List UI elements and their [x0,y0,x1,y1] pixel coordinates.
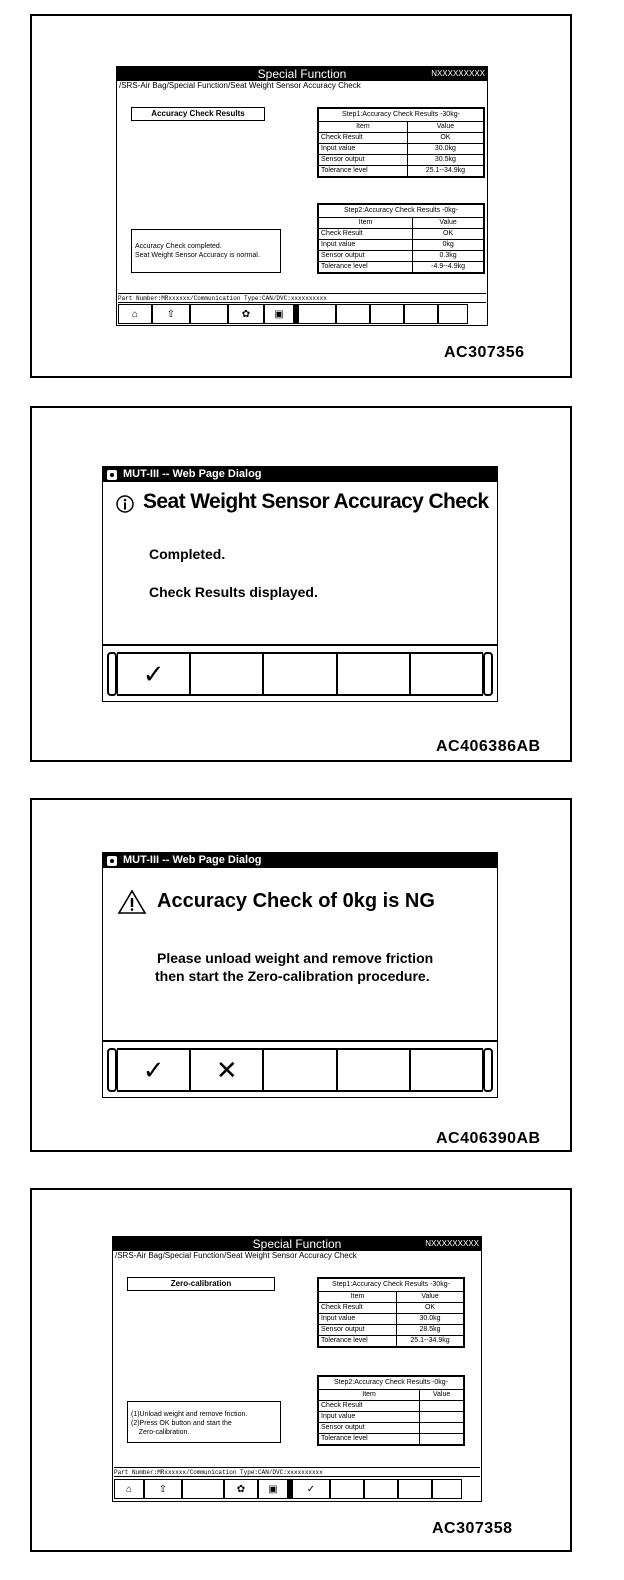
dialog-body [103,868,497,1042]
table-row [319,229,484,240]
back-icon: ⇧ [158,1483,168,1495]
blank-button[interactable] [298,304,336,324]
status-bar: Part Number:MRxxxxxx/Communication Type:CAN/DVC:xxxxxxxxxx [118,293,486,303]
screen-title-bar [117,67,487,81]
blank-button[interactable] [182,1479,224,1499]
section-label: Accuracy Check Results [131,107,265,121]
row-item: Input value [319,1412,420,1423]
row-item: Tolerance level [319,166,408,177]
table-row [319,1303,464,1314]
step1-results-table [317,107,485,178]
breadcrumb[interactable]: /SRS-Air Bag/Special Function/Seat Weight Sensor Accuracy Check [119,81,361,90]
section-label: Zero-calibration [127,1277,275,1291]
row-item: Check Result [319,229,413,240]
result-message [131,229,281,273]
dialog-title-bar [103,467,497,482]
table-row [319,1325,464,1336]
table-row [319,1434,464,1445]
blank-button[interactable] [190,652,263,696]
table-row [319,1401,464,1412]
dialog-title-bar [103,853,497,868]
row-value [420,1412,464,1423]
col-item: Item [319,1292,397,1303]
screen-title: Special Function [257,67,347,81]
ok-button[interactable] [292,1479,330,1499]
table-row [319,144,484,155]
row-item: Input value [319,1314,397,1325]
blank-button[interactable] [337,652,410,696]
function-button-bar [118,304,486,324]
info-icon [115,494,135,514]
check-icon: ✓ [306,1483,316,1495]
blank-button[interactable] [337,1048,410,1092]
step1-header: Step1:Accuracy Check Results -30kg- [319,109,484,122]
row-value: 28.5kg [397,1325,464,1336]
blank-button[interactable] [364,1479,398,1499]
function-button-bar [114,1479,480,1499]
dialog-button-bar [103,646,497,702]
row-item: Check Result [319,1303,397,1314]
settings-button[interactable] [224,1479,258,1499]
col-item: Item [319,122,408,133]
web-page-dialog [102,852,498,1098]
row-value: -4.9--4.9kg [413,262,484,273]
button-bar-edge [483,1048,493,1092]
screen-title-bar [113,1237,481,1251]
table-row [319,1314,464,1325]
gear-icon: ✿ [241,308,251,320]
dialog-heading: Accuracy Check of 0kg is NG [157,890,435,912]
row-item: Sensor output [319,155,408,166]
blank-button[interactable] [398,1479,432,1499]
special-function-screen [116,66,488,326]
row-item: Sensor output [319,251,413,262]
col-value: Value [413,218,484,229]
row-item: Tolerance level [319,1336,397,1347]
blank-button[interactable] [438,304,468,324]
home-button[interactable] [118,304,152,324]
message-line: Zero-calibration. [131,1429,190,1436]
back-button[interactable] [144,1479,182,1499]
dialog-title: MUT-III -- Web Page Dialog [123,854,262,866]
step1-results-table [317,1277,465,1348]
blank-button[interactable] [263,652,336,696]
row-item: Sensor output [319,1423,420,1434]
blank-button[interactable] [410,652,483,696]
table-row [319,1423,464,1434]
row-item: Input value [319,144,408,155]
window-icon [107,470,117,480]
blank-button[interactable] [404,304,438,324]
figure-frame-4 [30,1188,572,1552]
dialog-line: Completed. [149,546,226,562]
row-item: Tolerance level [319,1434,420,1445]
dialog-heading: Seat Weight Sensor Accuracy Check [143,490,489,513]
col-item: Item [319,218,413,229]
row-value: 0.3kg [413,251,484,262]
row-value: 25.1--34.9kg [397,1336,464,1347]
home-icon: ⌂ [131,308,139,320]
blank-button[interactable] [336,304,370,324]
web-page-dialog [102,466,498,702]
print-icon: ▣ [268,1483,278,1495]
check-icon: ✓ [142,1054,165,1085]
row-value: OK [397,1303,464,1314]
message-line: (2)Press OK button and start the [131,1420,232,1427]
figure-label: AC406386AB [436,738,541,755]
back-icon: ⇧ [166,308,176,320]
dialog-line: Please unload weight and remove friction [157,950,434,966]
step2-results-table [317,1375,465,1446]
message-line: (1)Unload weight and remove friction. [131,1411,248,1418]
table-row [319,240,484,251]
blank-button[interactable] [370,304,404,324]
ok-button[interactable] [117,1048,190,1092]
figure-label: AC307358 [432,1520,513,1537]
blank-button[interactable] [330,1479,364,1499]
button-bar-edge [107,1048,117,1092]
table-row [319,1336,464,1347]
row-value: 30.0kg [407,144,483,155]
back-button[interactable] [152,304,190,324]
table-row [319,155,484,166]
screen-title: Special Function [252,1237,342,1251]
row-value: OK [413,229,484,240]
check-icon: ✓ [142,658,165,689]
row-value: 30.5kg [407,155,483,166]
table-row [319,1412,464,1423]
row-value [420,1434,464,1445]
blank-button[interactable] [432,1479,462,1499]
table-row [319,251,484,262]
figure-frame-1 [30,14,572,378]
button-bar-edge [483,652,493,696]
row-item: Check Result [319,133,408,144]
screen-id: NXXXXXXXXX [425,1239,479,1248]
step2-results-table [317,203,485,274]
row-item: Input value [319,240,413,251]
col-value: Value [397,1292,464,1303]
figure-label: AC307356 [444,344,525,361]
settings-button[interactable] [228,304,264,324]
cross-icon: ✕ [215,1054,238,1085]
print-button[interactable] [258,1479,288,1499]
gear-icon: ✿ [236,1483,246,1495]
dialog-button-bar [103,1042,497,1098]
row-value: 30.0kg [397,1314,464,1325]
row-value: 25.1--34.9kg [407,166,483,177]
home-icon: ⌂ [125,1483,133,1495]
table-row [319,133,484,144]
table-row [319,166,484,177]
step2-header: Step2:Accuracy Check Results -0kg- [319,205,484,218]
col-item: Item [319,1390,420,1401]
col-value: Value [407,122,483,133]
warning-icon [117,888,147,916]
row-item: Tolerance level [319,262,413,273]
blank-button[interactable] [410,1048,483,1092]
figure-label: AC406390AB [436,1130,541,1147]
message-line: Accuracy Check completed. [135,243,222,250]
table-row [319,262,484,273]
print-button[interactable] [264,304,294,324]
breadcrumb[interactable]: /SRS-Air Bag/Special Function/Seat Weight Sensor Accuracy Check [115,1251,357,1260]
row-value: OK [407,133,483,144]
button-bar-edge [107,652,117,696]
row-value [420,1401,464,1412]
instruction-message [127,1401,281,1443]
row-value [420,1423,464,1434]
col-value: Value [420,1390,464,1401]
row-item: Sensor output [319,1325,397,1336]
dialog-body [103,482,497,646]
row-value: 0kg [413,240,484,251]
print-icon: ▣ [274,308,284,320]
step2-header: Step2:Accuracy Check Results -0kg- [319,1377,464,1390]
window-icon [107,856,117,866]
dialog-title: MUT-III -- Web Page Dialog [123,468,262,480]
message-line: Seat Weight Sensor Accuracy is normal. [135,252,260,259]
dialog-line: Check Results displayed. [149,584,318,600]
step1-header: Step1:Accuracy Check Results -30kg- [319,1279,464,1292]
home-button[interactable] [114,1479,144,1499]
cancel-button[interactable] [190,1048,263,1092]
blank-button[interactable] [263,1048,336,1092]
screen-id: NXXXXXXXXX [431,69,485,78]
status-bar: Part Number:MRxxxxxx/Communication Type:CAN/DVC:xxxxxxxxxx [114,1467,480,1477]
blank-button[interactable] [190,304,228,324]
special-function-screen [112,1236,482,1502]
dialog-line: then start the Zero-calibration procedure. [155,968,430,984]
row-item: Check Result [319,1401,420,1412]
ok-button[interactable] [117,652,190,696]
